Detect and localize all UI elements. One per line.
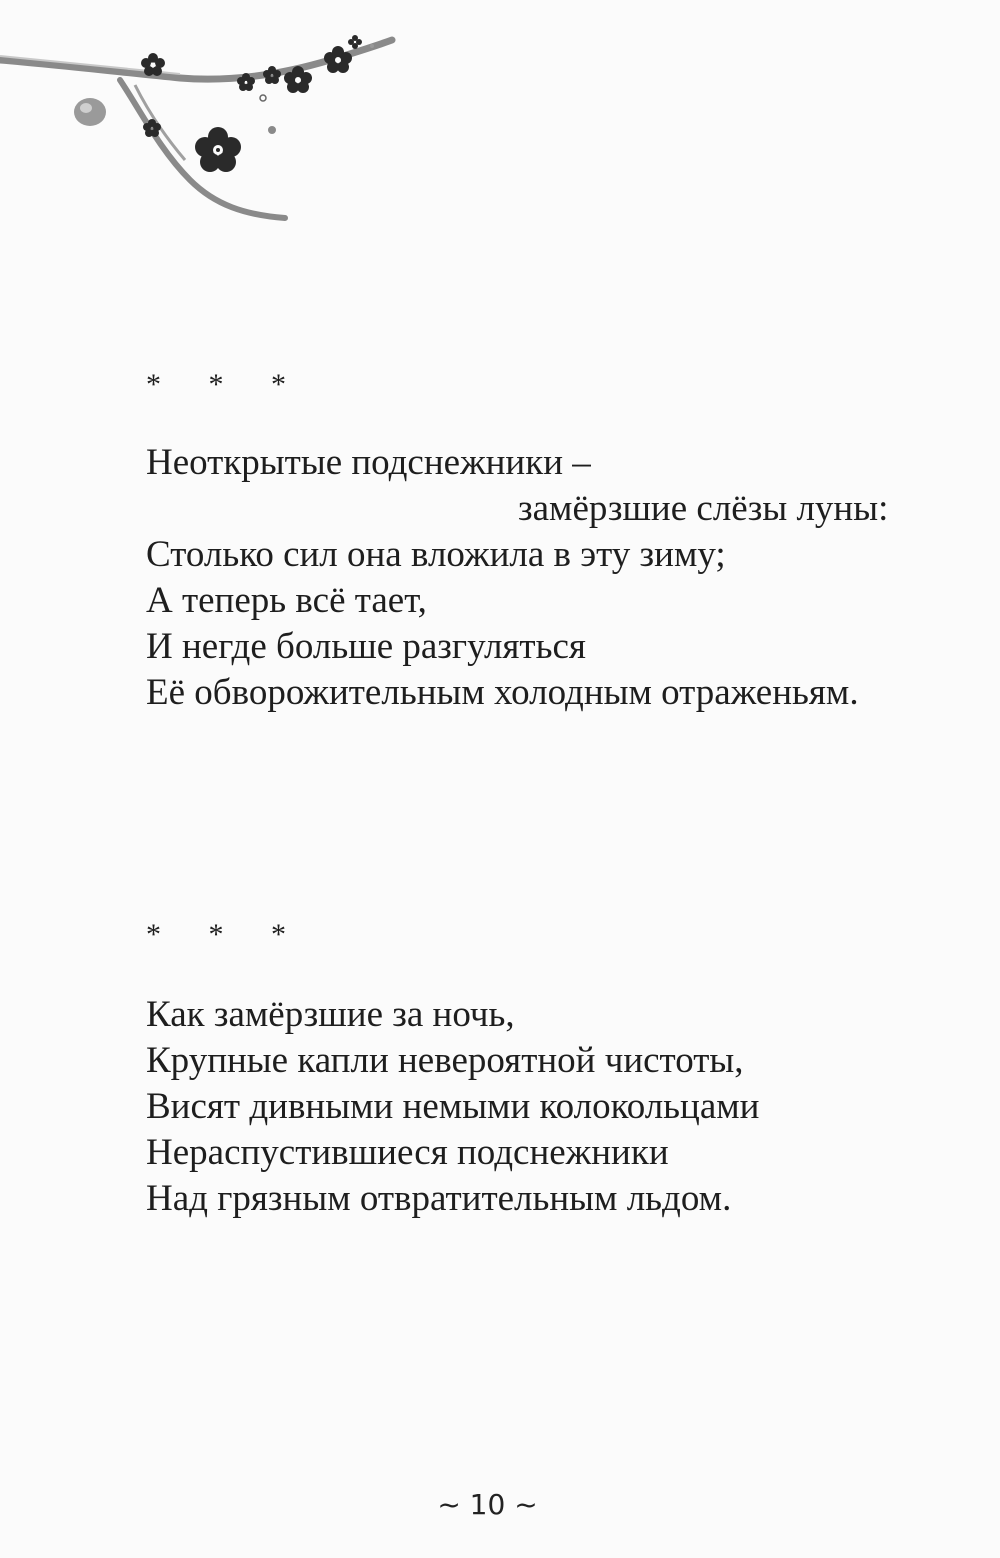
- poem-line: Неоткрытые подснежники –: [146, 442, 591, 483]
- poem-line: Висят дивными немыми колокольцами: [146, 1086, 760, 1127]
- poem-line: Как замёрзшие за ночь,: [146, 994, 515, 1035]
- poem: [146, 992, 946, 1222]
- poem-line: Над грязным отвратительным льдом.: [146, 1178, 732, 1219]
- poem-line: А теперь всё тает,: [146, 580, 427, 621]
- page-number: ~ 10 ~: [437, 1488, 538, 1521]
- asterism-divider: * * *: [146, 918, 306, 951]
- asterism-divider: * * *: [146, 368, 306, 401]
- cherry-blossom-branch-icon: [0, 20, 400, 230]
- poem: [146, 440, 946, 716]
- poem-line: Нераспустившиеся подснежники: [146, 1132, 669, 1173]
- poem-line: Крупные капли невероятной чистоты,: [146, 1040, 744, 1081]
- poem-line: замёрзшие слёзы луны:: [518, 488, 889, 529]
- poem-line: Её обворожительным холодным отраженьям.: [146, 672, 859, 713]
- poem-line: Столько сил она вложила в эту зиму;: [146, 534, 726, 575]
- poem-line: И негде больше разгуляться: [146, 626, 586, 667]
